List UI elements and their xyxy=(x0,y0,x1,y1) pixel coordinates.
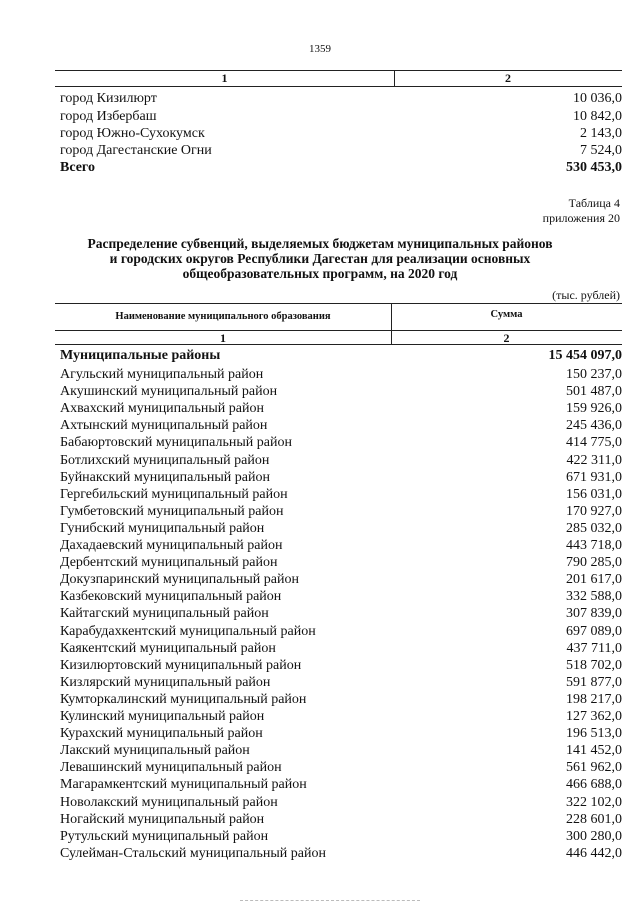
district-name: Акушинский муниципальный район xyxy=(60,384,278,400)
district-amount: 671 931,0 xyxy=(566,469,622,485)
row-name: город Кизилюрт xyxy=(60,91,157,106)
district-amount: 285 032,0 xyxy=(566,520,622,536)
district-name: Казбековский муниципальный район xyxy=(60,589,282,605)
district-amount: 307 839,0 xyxy=(566,606,622,622)
main-table-col1-number: 1 xyxy=(220,331,226,345)
total-label: Всего xyxy=(60,160,95,175)
district-amount: 443 718,0 xyxy=(566,538,622,553)
column-header-sum: Сумма xyxy=(490,309,523,320)
district-name: Бабаюртовский муниципальный район xyxy=(60,435,292,451)
document-title-line-3: общеобразовательных программ, на 2020 год xyxy=(182,266,458,281)
district-name: Ногайский муниципальный район xyxy=(60,811,265,827)
district-amount: 150 237,0 xyxy=(566,367,622,382)
district-amount: 446 442,0 xyxy=(566,845,622,861)
district-amount: 790 285,0 xyxy=(566,555,622,571)
district-name: Сулейман-Стальский муниципальный район xyxy=(60,845,326,861)
district-name: Каякентский муниципальный район xyxy=(60,640,276,656)
district-name: Новолакский муниципальный район xyxy=(60,794,278,810)
table-caption-appendix: приложения 20 xyxy=(542,211,620,225)
district-amount: 245 436,0 xyxy=(566,418,622,434)
district-name: Магарамкентский муниципальный район xyxy=(60,777,307,793)
district-name: Карабудахкентский муниципальный район xyxy=(60,623,316,639)
district-name: Курахский муниципальный район xyxy=(60,726,263,742)
top-table-col1-header: 1 xyxy=(221,71,228,85)
district-amount: 437 711,0 xyxy=(566,640,622,656)
district-name: Ахвахский муниципальный район xyxy=(60,401,264,417)
district-name: Кизлярский муниципальный район xyxy=(60,674,271,690)
district-name: Дербентский муниципальный район xyxy=(60,555,278,571)
district-name: Левашинский муниципальный район xyxy=(60,760,282,776)
district-name: Буйнакский муниципальный район xyxy=(60,469,270,485)
row-value: 10 842,0 xyxy=(573,109,622,124)
main-table-top-border xyxy=(55,303,622,304)
table-caption-number: Таблица 4 xyxy=(568,196,620,210)
district-amount: 697 089,0 xyxy=(566,623,622,639)
district-amount: 201 617,0 xyxy=(566,572,622,588)
district-name: Рутульский муниципальный район xyxy=(60,828,269,844)
row-name: город Дагестанские Огни xyxy=(60,143,212,158)
district-amount: 561 962,0 xyxy=(566,760,622,776)
district-name: Дахадаевский муниципальный район xyxy=(60,538,283,553)
district-name: Агульский муниципальный район xyxy=(60,367,264,382)
district-name: Кайтагский муниципальный район xyxy=(60,606,269,622)
district-amount: 300 280,0 xyxy=(566,828,622,844)
district-amount: 422 311,0 xyxy=(566,452,622,468)
district-amount: 501 487,0 xyxy=(566,384,622,400)
district-amount: 127 362,0 xyxy=(566,709,622,724)
district-name: Гергебильский муниципальный район xyxy=(60,486,288,502)
district-name: Гумбетовский муниципальный район xyxy=(60,503,284,519)
district-name: Кулинский муниципальный район xyxy=(60,709,265,724)
document-title-line-2: и городских округов Республики Дагестан для реализации основных xyxy=(109,251,531,266)
district-name: Кумторкалинский муниципальный район xyxy=(60,691,307,707)
row-value: 7 524,0 xyxy=(580,143,622,158)
row-name: город Южно-Сухокумск xyxy=(60,126,205,141)
page-number: 1359 xyxy=(309,43,331,55)
row-value: 2 143,0 xyxy=(580,126,622,141)
district-name: Кизилюртовский муниципальный район xyxy=(60,657,302,673)
column-header-name: Наименование муниципального образования xyxy=(115,311,331,322)
district-amount: 332 588,0 xyxy=(566,589,622,605)
district-name: Гунибский муниципальный район xyxy=(60,520,265,536)
district-amount: 196 513,0 xyxy=(566,726,622,742)
district-amount: 414 775,0 xyxy=(566,435,622,451)
row-name: город Избербаш xyxy=(60,109,157,124)
district-amount: 141 452,0 xyxy=(566,743,622,759)
group-value: 15 454 097,0 xyxy=(548,348,622,363)
district-amount: 322 102,0 xyxy=(566,794,622,810)
district-amount: 170 927,0 xyxy=(566,503,622,519)
units-label: (тыс. рублей) xyxy=(552,288,620,302)
district-amount: 466 688,0 xyxy=(566,777,622,793)
district-name: Ботлихский муниципальный район xyxy=(60,452,270,468)
document-title-line-1: Распределение субвенций, выделяемых бюджетам муниципальных районов xyxy=(87,236,553,251)
group-name: Муниципальные районы xyxy=(60,348,221,363)
top-table-header-divider xyxy=(55,86,622,87)
district-name: Докузпаринский муниципальный район xyxy=(60,572,299,588)
top-table-col2-header: 2 xyxy=(505,71,511,85)
district-amount: 591 877,0 xyxy=(566,674,622,690)
district-amount: 518 702,0 xyxy=(566,657,622,673)
main-table-col2-number: 2 xyxy=(503,331,510,345)
district-amount: 159 926,0 xyxy=(566,401,622,417)
district-amount: 198 217,0 xyxy=(566,691,622,707)
total-value: 530 453,0 xyxy=(566,160,622,175)
district-amount: 156 031,0 xyxy=(566,486,622,502)
district-name: Ахтынский муниципальный район xyxy=(60,418,268,434)
district-amount: 228 601,0 xyxy=(566,811,622,827)
row-value: 10 036,0 xyxy=(573,91,622,106)
district-name: Лакский муниципальный район xyxy=(60,743,250,759)
page-bottom-edge xyxy=(240,900,420,901)
